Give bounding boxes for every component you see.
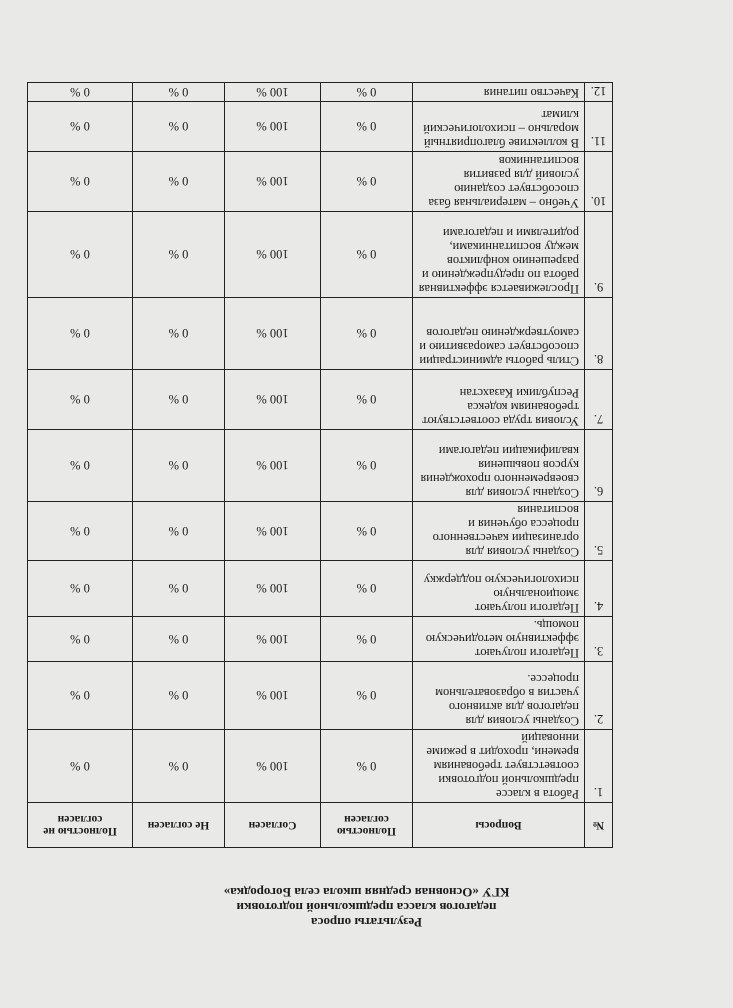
row-agree: 100 % <box>225 102 321 152</box>
col-header-disagree: Не согласен <box>133 803 225 848</box>
row-disagree: 0 % <box>133 102 225 152</box>
row-disagree: 0 % <box>133 617 225 662</box>
row-number: 4. <box>585 561 613 617</box>
row-full-disagree: 0 % <box>28 83 133 102</box>
row-full-disagree: 0 % <box>28 730 133 803</box>
row-full-agree: 0 % <box>321 430 413 502</box>
row-disagree: 0 % <box>133 370 225 430</box>
heading-line-1: Результаты опроса <box>311 915 422 930</box>
row-agree: 100 % <box>225 212 321 298</box>
table-header-row <box>28 803 613 848</box>
row-question: В коллективе благоприятный морально – психологический климат <box>413 102 585 152</box>
row-disagree: 0 % <box>133 730 225 803</box>
row-number: 11. <box>585 102 613 152</box>
row-agree: 100 % <box>225 662 321 730</box>
table-row <box>28 730 613 803</box>
row-question: Созданы условия для организации качественного процесса обучения и воспитания <box>413 502 585 561</box>
row-full-agree: 0 % <box>321 662 413 730</box>
row-full-disagree: 0 % <box>28 662 133 730</box>
col-header-full-agree: Полностью согласен <box>321 803 413 848</box>
table-row <box>28 298 613 370</box>
row-full-agree: 0 % <box>321 102 413 152</box>
row-full-agree: 0 % <box>321 152 413 212</box>
row-full-agree: 0 % <box>321 502 413 561</box>
row-agree: 100 % <box>225 370 321 430</box>
row-full-disagree: 0 % <box>28 502 133 561</box>
col-header-number: № <box>585 803 613 848</box>
document-heading <box>0 885 733 930</box>
row-number: 2. <box>585 662 613 730</box>
row-agree: 100 % <box>225 298 321 370</box>
row-question: Созданы условия для педагогов для активного участия в образовательном процессе. <box>413 662 585 730</box>
heading-line-3: КГУ «Основная средняя школа села Богородка» <box>223 885 510 900</box>
row-disagree: 0 % <box>133 502 225 561</box>
row-full-disagree: 0 % <box>28 298 133 370</box>
row-question: Учебно – материальная база способствует созданию условий для развития воспитанников <box>413 152 585 212</box>
row-number: 1. <box>585 730 613 803</box>
row-full-agree: 0 % <box>321 370 413 430</box>
row-agree: 100 % <box>225 730 321 803</box>
table-row <box>28 102 613 152</box>
survey-results-table <box>27 82 613 848</box>
row-agree: 100 % <box>225 561 321 617</box>
row-full-agree: 0 % <box>321 617 413 662</box>
row-full-disagree: 0 % <box>28 561 133 617</box>
row-question: Педагоги получают эмоциональную психологическую поддержку <box>413 561 585 617</box>
table-row <box>28 561 613 617</box>
row-disagree: 0 % <box>133 561 225 617</box>
row-full-disagree: 0 % <box>28 430 133 502</box>
row-number: 7. <box>585 370 613 430</box>
row-full-agree: 0 % <box>321 83 413 102</box>
row-question: Работа в классе предшкольной подготовки соответствует требованиям времени, проходит в режиме инноваций <box>413 730 585 803</box>
row-full-disagree: 0 % <box>28 102 133 152</box>
table-row <box>28 152 613 212</box>
row-full-agree: 0 % <box>321 212 413 298</box>
row-full-disagree: 0 % <box>28 370 133 430</box>
row-disagree: 0 % <box>133 298 225 370</box>
row-agree: 100 % <box>225 617 321 662</box>
row-agree: 100 % <box>225 430 321 502</box>
row-question: Созданы условия для своевременного прохождения курсов повышения квалификации педагогами <box>413 430 585 502</box>
row-disagree: 0 % <box>133 83 225 102</box>
row-question: Прослеживается эффективная работа по предупреждению и разрешению конфликтов между воспитанниками, родителями и педагогами <box>413 212 585 298</box>
row-question: Качество питания <box>413 83 585 102</box>
row-number: 8. <box>585 298 613 370</box>
row-number: 3. <box>585 617 613 662</box>
heading-line-2: педагогов класса предшкольной подготовки <box>236 900 497 915</box>
row-number: 6. <box>585 430 613 502</box>
table-row <box>28 212 613 298</box>
row-agree: 100 % <box>225 152 321 212</box>
row-full-agree: 0 % <box>321 730 413 803</box>
row-full-disagree: 0 % <box>28 152 133 212</box>
row-question: Педагоги получают эффективную методическую помощь. <box>413 617 585 662</box>
table-row <box>28 662 613 730</box>
row-disagree: 0 % <box>133 212 225 298</box>
row-full-disagree: 0 % <box>28 617 133 662</box>
row-number: 9. <box>585 212 613 298</box>
row-number: 12. <box>585 83 613 102</box>
row-number: 10. <box>585 152 613 212</box>
table-row <box>28 83 613 102</box>
table-row <box>28 430 613 502</box>
row-full-agree: 0 % <box>321 561 413 617</box>
row-question: Условия труда соответствуют требованиям кодекса Республики Казахстан <box>413 370 585 430</box>
row-question: Стиль работы администрации способствует саморазвитию и самоутверждению педагогов <box>413 298 585 370</box>
col-header-full-disagree: Полностью не согласен <box>28 803 133 848</box>
row-full-disagree: 0 % <box>28 212 133 298</box>
row-agree: 100 % <box>225 83 321 102</box>
col-header-question: Вопросы <box>413 803 585 848</box>
table-row <box>28 502 613 561</box>
row-full-agree: 0 % <box>321 298 413 370</box>
row-disagree: 0 % <box>133 430 225 502</box>
table-row <box>28 370 613 430</box>
row-disagree: 0 % <box>133 152 225 212</box>
row-number: 5. <box>585 502 613 561</box>
row-disagree: 0 % <box>133 662 225 730</box>
table-row <box>28 617 613 662</box>
row-agree: 100 % <box>225 502 321 561</box>
col-header-agree: Согласен <box>225 803 321 848</box>
